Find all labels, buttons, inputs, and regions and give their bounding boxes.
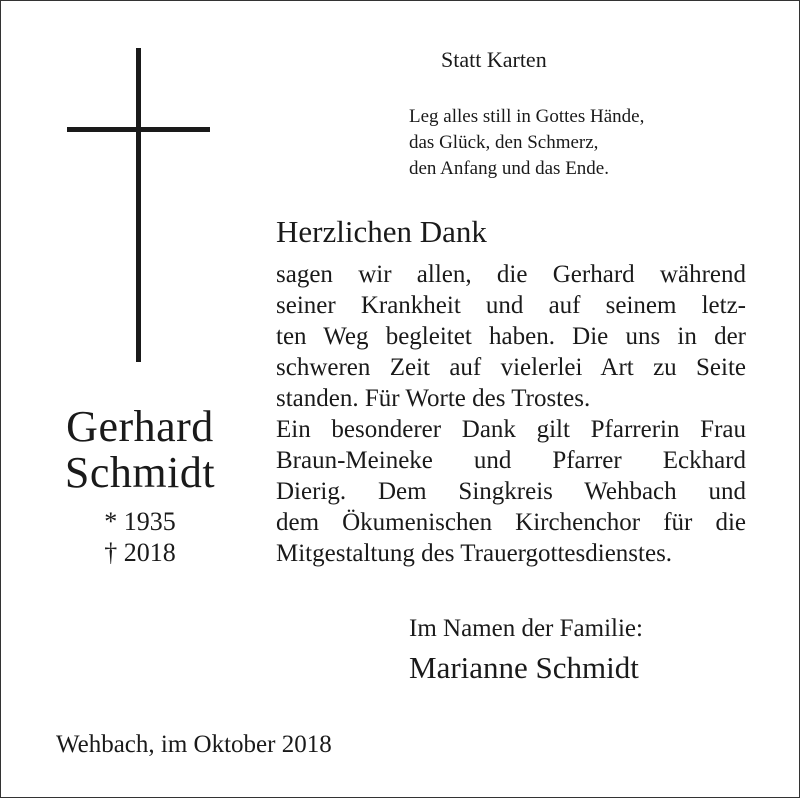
cross-horizontal-bar	[67, 127, 210, 132]
verse	[409, 104, 644, 182]
deceased-block	[40, 404, 240, 568]
body-line: Dierig. Dem Singkreis Wehbach und	[276, 478, 746, 505]
verse-line: Leg alles still in Gottes Hände,	[409, 106, 645, 127]
body-line: Mitgestaltung des Trauergottesdienstes.	[276, 540, 673, 567]
body-line: standen. Für Worte des Trostes.	[276, 385, 591, 412]
deceased-last-name: Schmidt	[64, 448, 216, 497]
body-line: Braun-Meineke und Pfarrer Eckhard	[276, 447, 746, 474]
body-line: Ein besonderer Dank gilt Pfarrerin Frau	[276, 416, 746, 443]
body-line: schweren Zeit auf vielerlei Art zu Seite	[276, 354, 746, 381]
verse-line: den Anfang und das Ende.	[409, 158, 609, 179]
verse-line: das Glück, den Schmerz,	[409, 132, 599, 153]
cross-vertical-bar	[136, 48, 141, 362]
life-dates	[40, 506, 240, 568]
body-line: dem Ökumenischen Kirchenchor für die	[276, 509, 746, 536]
deceased-first-name: Gerhard	[66, 402, 214, 451]
thanks-body	[276, 259, 746, 569]
birth-year: * 1935	[104, 507, 176, 536]
body-line: seiner Krankheit und auf seinem letz-	[276, 292, 746, 319]
place-date: Wehbach, im Oktober 2018	[56, 731, 332, 758]
signature-name: Marianne Schmidt	[409, 650, 639, 685]
statt-karten-label: Statt Karten	[441, 47, 547, 72]
signature-intro: Im Namen der Familie:	[409, 615, 643, 642]
body-line: ten Weg begleitet haben. Die uns in der	[276, 323, 746, 350]
body-line: sagen wir allen, die Gerhard während	[276, 261, 746, 288]
thanks-heading: Herzlichen Dank	[276, 214, 487, 249]
death-year: † 2018	[104, 538, 176, 567]
